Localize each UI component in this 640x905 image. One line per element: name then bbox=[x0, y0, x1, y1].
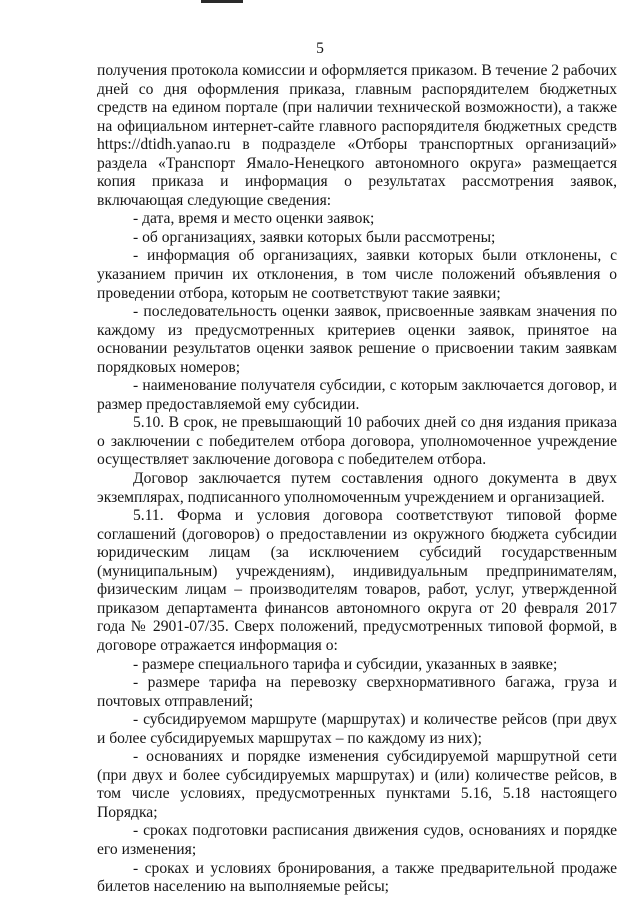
list-item-evaluation-sequence: - последовательность оценки заявок, присвоенные заявкам значения по каждому из предусмотренных критериев оценки заявок, принятое на основании результатов оценки заявок решение о присвоении таким заявкам порядковых номеров; bbox=[97, 303, 617, 376]
paragraph-5-11: 5.11. Форма и условия договора соответствуют типовой форме соглашений (договоров) о предоставлении из окружного бюджета субсидии юридическим лицам (за исключением субсидий государственным (муниципальным) учреждениям), индивидуальным предпринимателям, физическим лицам – производителям товаров, работ, услуг, утвержденной приказом департамента финансов автономного округа от 20 февраля 2017 года № 2901-07/35. Сверх положений, предусмотренных типовой формой, в договоре отражается информация о: bbox=[97, 507, 617, 654]
paragraph-continuation: получения протокола комиссии и оформляется приказом. В течение 2 рабочих дней со дня оформления приказа, главным распорядителем бюджетных средств на едином портале (при наличии технической возможности), а также на официальном интернет-сайте главного распорядителя бюджетных средств https://dtidh.yanao.ru в подразделе «Отборы транспортных организаций» раздела «Транспорт Ямало-Ненецкого автономного округа» размещается копия приказа и информация о результатах рассмотрения заявок, включающая следующие сведения: bbox=[97, 62, 617, 209]
scan-artifact bbox=[201, 0, 243, 3]
list-item-recipient-name: - наименование получателя субсидии, с которым заключается договор, и размер предоставляемой ему субсидии. bbox=[97, 377, 617, 413]
list-item-route-changes: - основаниях и порядке изменения субсидируемой маршрутной сети (при двух и более субсидируемых маршрутах) и (или) количестве рейсов, в том числе условиях, предусмотренных пунктами 5.16, 5.18 настоящего Порядка; bbox=[97, 748, 617, 821]
list-item-baggage-tariff: - размере тарифа на перевозку сверхнормативного багажа, груза и почтовых отправлений; bbox=[97, 674, 617, 710]
list-item-reviewed-organizations: - об организациях, заявки которых были рассмотрены; bbox=[133, 228, 496, 246]
paragraph-5-10: 5.10. В срок, не превышающий 10 рабочих дней со дня издания приказа о заключении с победителем отбора договора, уполномоченное учреждение осуществляет заключение договора с победителем отбора. bbox=[97, 414, 617, 469]
list-item-subsidized-route: - субсидируемом маршруте (маршрутах) и количестве рейсов (при двух и более субсидируемых маршрутах – по каждому из них); bbox=[97, 711, 617, 747]
page-number: 5 bbox=[316, 40, 324, 57]
list-item-schedule-preparation: - сроках подготовки расписания движения судов, основаниях и порядке его изменения; bbox=[97, 822, 617, 858]
list-item-rejected-organizations: - информация об организациях, заявки которых были отклонены, с указанием причин их отклонения, в том числе положений объявления о проведении отбора, которым не соответствуют такие заявки; bbox=[97, 247, 617, 302]
list-item-date-time-place: - дата, время и место оценки заявок; bbox=[133, 210, 375, 228]
document-body bbox=[97, 62, 617, 897]
paragraph-contract-copies: Договор заключается путем составления одного документа в двух экземплярах, подписанного уполномоченным учреждением и организацией. bbox=[97, 470, 617, 506]
list-item-special-tariff: - размере специального тарифа и субсидии, указанных в заявке; bbox=[133, 655, 558, 673]
list-item-booking-terms: - сроках и условиях бронирования, а также предварительной продаже билетов населению на выполняемые рейсы; bbox=[97, 859, 617, 896]
